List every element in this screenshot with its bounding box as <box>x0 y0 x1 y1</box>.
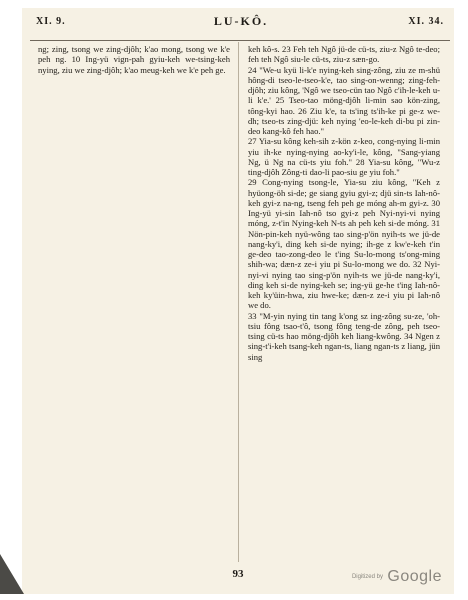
header-right-reference: XI. 34. <box>408 16 444 27</box>
running-header <box>36 12 446 38</box>
header-left-reference: XI. 9. <box>36 16 66 27</box>
right-column-paragraph: 27 Yia-su kông keh-sih z-kön z-keo, cong-nying li-min yiu ih-ke nying-nying ao-ky'i-le, kông, "Sang-yiang Ng, ü Ng na cü-ts yiu foh." 28 Yia-su kông, "Wu-z ting-djôh Zông-ti dao-li pao-siu ge yiu foh." <box>248 136 440 177</box>
google-logo: Google <box>387 568 442 585</box>
digitized-by-label: Digitized by <box>351 574 383 580</box>
right-column <box>248 44 440 564</box>
left-column-text: ng; zing, tsong we zing-djôh; k'ao mong, tsong we k'e peh ng. 10 Ing-yü vign-pah gyiu-keh we-tsing-keh nying, ziu we zing-djôh; k'ao meug-keh we k'e peh ge. <box>38 44 230 75</box>
right-column-paragraph: 29 Cong-nying tsong-le, Yia-su ziu kông, "Keh z hyüong-öh si-de; ge siang gyiu gyi-z; djü sin-ts Iah-nô-keh gyi-z na-ng, tseng feh peh ge móng ah-m gyi-z. 30 Ing-yü yi-sin Iah-nô tso gyi-z peh Nyi-nyi-vi nying móng, z-t'in Nying-keh N-ts ah peh keh si-de móng. 31 Nön-pin-keh nyü-wông tao sing-p'ön nyih-ts we jü-de nang-ky'i, ding keh si-de nying; ih-ge z kw'e-keh t'in ge-deo tao-zong-deo le t'ing Su-lo-mong ts'ong-ming shih-wa; dæn-z ze-i yiu pi Su-lo-mong we do. 32 Nyi-nyi-vi nying tao sing-p'ön nyih-ts we jü-de nang-ky'i, ding keh si-de nying-keh se; ing-yü ge-he t'ing Iah-nô-keh ky'üin-hwa, ziu hwe-ke; dæn-z ze-i yiu pi Iah-nô we do. <box>248 177 440 311</box>
column-divider <box>238 42 239 562</box>
right-column-paragraph: 33 "M-yin nying tin tang k'ong sz ing-zông su-ze, 'oh-tsiu fông tsao-t'ô, tsong fông teng-de zông, peh tseo-tsing cü-ts hao möng-djôh keh liang-kwông. 34 Ngen z sing-t'i-keh tsang-keh ngan-ts, liang ngan-ts z liang, jün sing <box>248 310 440 362</box>
right-column-paragraph: keh kô-s. 23 Feh teh Ngô jü-de cü-ts, ziu-z Ngô te-deo; feh teh Ngô siu-le cü-ts, ziu-z sæn-go. <box>248 44 440 65</box>
left-column <box>38 44 230 564</box>
right-column-paragraph: 24 "We-u kyü li-k'e nying-keh sing-zông, ziu ze m-shü hông-di tseo-le-tseo-k'e, tao sing-on-wenng; zing-feh-djôh; ziu kông, 'Ngô we tseo-cün tao Ngô c'ih-le-keh u-li k'e.' 25 Tseo-tao möng-djôh li-min sao kön-zing, tông-kyi hao. 26 Ziu k'e, ta ts'ing ts'ih-ke pi ge-z we-dh; tseo-ts zing-djü: keh nying 'eo-le-keh di-bu pi zin-deo kang-kô feh hao." <box>248 64 440 136</box>
page-number: 93 <box>232 568 244 580</box>
digitized-watermark <box>352 568 442 586</box>
page-corner-shadow <box>0 544 24 594</box>
page-title: LU-KÔ. <box>213 14 269 28</box>
header-rule <box>30 40 450 41</box>
book-page <box>22 8 454 594</box>
